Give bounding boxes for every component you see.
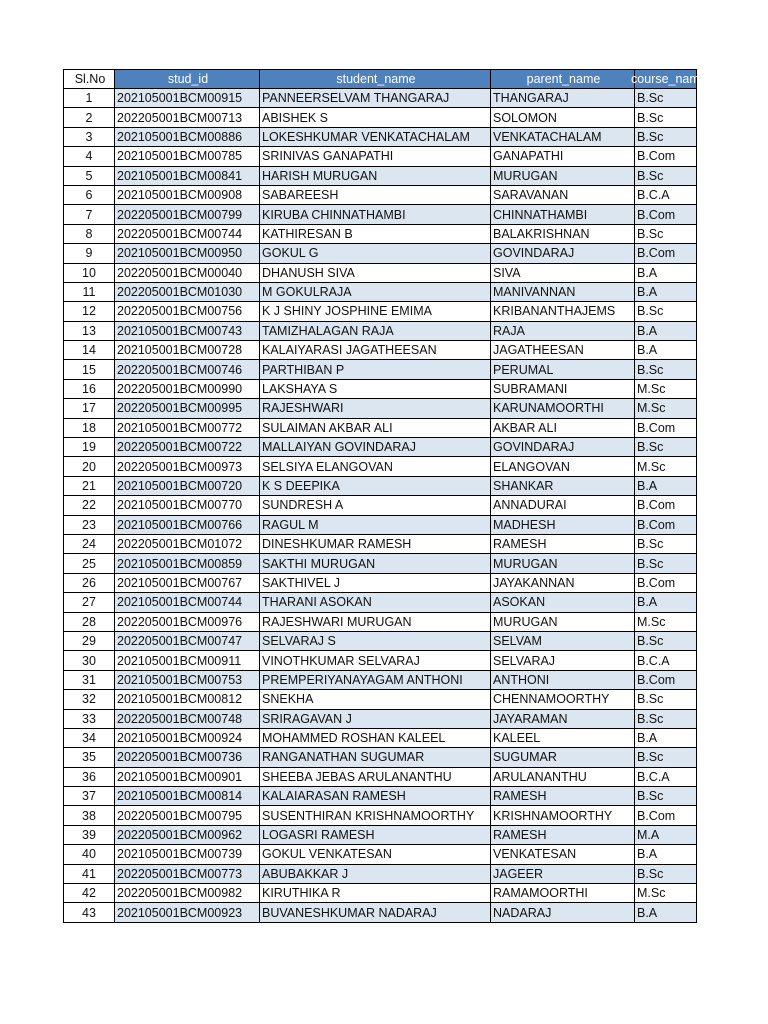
parent-name-cell: ANNADURAI [491,496,635,515]
stud-id-cell: 202105001BCM00720 [115,476,260,495]
stud-id-cell: 202105001BCM00886 [115,127,260,146]
table-row [64,806,697,825]
table-row [64,263,697,282]
parent-name-cell: GOVINDARAJ [491,438,635,457]
parent-name-cell: CHINNATHAMBI [491,205,635,224]
table-row [64,476,697,495]
table-row [64,825,697,844]
student-name-cell: SABAREESH [260,185,491,204]
sl-no-cell: 1 [64,89,115,108]
parent-name-cell: KRISHNAMOORTHY [491,806,635,825]
stud-id-cell: 202205001BCM00747 [115,631,260,650]
table-row [64,244,697,263]
table-row [64,185,697,204]
course-name-cell: B.A [635,903,697,922]
stud-id-cell: 202105001BCM00812 [115,690,260,709]
course-name-cell: M.Sc [635,399,697,418]
table-row [64,302,697,321]
header-row [64,70,697,89]
sl-no-cell: 5 [64,166,115,185]
stud-id-cell: 202205001BCM00040 [115,263,260,282]
parent-name-cell: THANGARAJ [491,89,635,108]
table-row [64,89,697,108]
course-name-cell: M.Sc [635,612,697,631]
student-name-cell: SAKTHI MURUGAN [260,554,491,573]
stud-id-cell: 202105001BCM00767 [115,573,260,592]
course-name-cell: B.Sc [635,748,697,767]
course-name-cell: B.A [635,593,697,612]
stud-id-cell: 202205001BCM00995 [115,399,260,418]
course-name-cell: B.Sc [635,554,697,573]
stud-id-cell: 202105001BCM00785 [115,147,260,166]
stud-id-cell: 202105001BCM00766 [115,515,260,534]
table-row [64,360,697,379]
table-row [64,399,697,418]
sl-no-cell: 13 [64,321,115,340]
student-name-cell: DINESHKUMAR RAMESH [260,534,491,553]
sl-no-cell: 14 [64,341,115,360]
table-row [64,631,697,650]
stud-id-cell: 202205001BCM00722 [115,438,260,457]
course-name-cell: B.Com [635,515,697,534]
column-header-course-name: course_name [635,70,697,89]
table-row [64,379,697,398]
student-name-cell: BUVANESHKUMAR NADARAJ [260,903,491,922]
student-name-cell: SAKTHIVEL J [260,573,491,592]
sl-no-cell: 25 [64,554,115,573]
sl-no-cell: 30 [64,651,115,670]
table-row [64,709,697,728]
stud-id-cell: 202105001BCM00923 [115,903,260,922]
parent-name-cell: PERUMAL [491,360,635,379]
student-name-cell: KALAIYARASI JAGATHEESAN [260,341,491,360]
stud-id-cell: 202205001BCM00962 [115,825,260,844]
sl-no-cell: 19 [64,438,115,457]
course-name-cell: B.Sc [635,534,697,553]
table-row [64,651,697,670]
student-name-cell: TAMIZHALAGAN RAJA [260,321,491,340]
parent-name-cell: ARULANANTHU [491,767,635,786]
student-name-cell: SELVARAJ S [260,631,491,650]
table-row [64,845,697,864]
table-row [64,438,697,457]
course-name-cell: B.A [635,728,697,747]
table-row [64,108,697,127]
course-name-cell: M.Sc [635,884,697,903]
parent-name-cell: MANIVANNAN [491,282,635,301]
course-name-cell: B.C.A [635,185,697,204]
student-name-cell: LAKSHAYA S [260,379,491,398]
parent-name-cell: RAMESH [491,787,635,806]
student-name-cell: PANNEERSELVAM THANGARAJ [260,89,491,108]
parent-name-cell: BALAKRISHNAN [491,224,635,243]
course-name-cell: B.Sc [635,690,697,709]
course-name-cell: B.Com [635,418,697,437]
parent-name-cell: AKBAR ALI [491,418,635,437]
sl-no-cell: 31 [64,670,115,689]
course-name-cell: B.Sc [635,108,697,127]
student-name-cell: ABUBAKKAR J [260,864,491,883]
student-name-cell: SUNDRESH A [260,496,491,515]
stud-id-cell: 202105001BCM00770 [115,496,260,515]
course-name-cell: M.Sc [635,379,697,398]
table-body [64,89,697,923]
sl-no-cell: 41 [64,864,115,883]
course-name-cell: B.Com [635,205,697,224]
table-row [64,748,697,767]
student-name-cell: RAGUL M [260,515,491,534]
parent-name-cell: RAMESH [491,825,635,844]
stud-id-cell: 202105001BCM00772 [115,418,260,437]
student-name-cell: LOKESHKUMAR VENKATACHALAM [260,127,491,146]
sl-no-cell: 7 [64,205,115,224]
parent-name-cell: JAYAKANNAN [491,573,635,592]
stud-id-cell: 202105001BCM00728 [115,341,260,360]
course-name-cell: B.Sc [635,864,697,883]
table-row [64,612,697,631]
course-name-cell: B.Sc [635,127,697,146]
parent-name-cell: KARUNAMOORTHI [491,399,635,418]
course-name-cell: B.A [635,341,697,360]
course-name-cell: B.Sc [635,631,697,650]
parent-name-cell: CHENNAMOORTHY [491,690,635,709]
student-name-cell: SNEKHA [260,690,491,709]
student-name-cell: VINOTHKUMAR SELVARAJ [260,651,491,670]
parent-name-cell: RAJA [491,321,635,340]
student-name-cell: SHEEBA JEBAS ARULANANTHU [260,767,491,786]
student-name-cell: PREMPERIYANAYAGAM ANTHONI [260,670,491,689]
stud-id-cell: 202205001BCM00748 [115,709,260,728]
stud-id-cell: 202205001BCM00973 [115,457,260,476]
student-name-cell: KATHIRESAN B [260,224,491,243]
sl-no-cell: 12 [64,302,115,321]
course-name-cell: B.Sc [635,166,697,185]
parent-name-cell: MURUGAN [491,554,635,573]
table-row [64,166,697,185]
student-name-cell: KIRUBA CHINNATHAMBI [260,205,491,224]
sl-no-cell: 28 [64,612,115,631]
sl-no-cell: 43 [64,903,115,922]
stud-id-cell: 202205001BCM00736 [115,748,260,767]
table-row [64,554,697,573]
stud-id-cell: 202205001BCM00713 [115,108,260,127]
parent-name-cell: KRIBANANTHAJEMS [491,302,635,321]
parent-name-cell: ANTHONI [491,670,635,689]
table-row [64,884,697,903]
sl-no-cell: 35 [64,748,115,767]
column-header-student-name: student_name [260,70,491,89]
course-name-cell: B.Com [635,573,697,592]
stud-id-cell: 202205001BCM00799 [115,205,260,224]
student-name-cell: MALLAIYAN GOVINDARAJ [260,438,491,457]
sl-no-cell: 27 [64,593,115,612]
course-name-cell: B.Sc [635,787,697,806]
column-header-stud-id: stud_id [115,70,260,89]
parent-name-cell: RAMAMOORTHI [491,884,635,903]
course-name-cell: B.Sc [635,438,697,457]
parent-name-cell: NADARAJ [491,903,635,922]
parent-name-cell: SOLOMON [491,108,635,127]
sl-no-cell: 36 [64,767,115,786]
stud-id-cell: 202205001BCM00976 [115,612,260,631]
parent-name-cell: RAMESH [491,534,635,553]
table-row [64,690,697,709]
parent-name-cell: KALEEL [491,728,635,747]
stud-id-cell: 202205001BCM00744 [115,224,260,243]
stud-id-cell: 202205001BCM00795 [115,806,260,825]
student-name-cell: LOGASRI RAMESH [260,825,491,844]
course-name-cell: B.Com [635,147,697,166]
parent-name-cell: MADHESH [491,515,635,534]
sl-no-cell: 33 [64,709,115,728]
parent-name-cell: MURUGAN [491,166,635,185]
stud-id-cell: 202205001BCM00756 [115,302,260,321]
sl-no-cell: 39 [64,825,115,844]
course-name-cell: B.A [635,263,697,282]
course-name-cell: B.Com [635,806,697,825]
sl-no-cell: 2 [64,108,115,127]
sl-no-cell: 42 [64,884,115,903]
table-row [64,534,697,553]
student-name-cell: SRIRAGAVAN J [260,709,491,728]
table-row [64,147,697,166]
table-row [64,341,697,360]
student-name-cell: M GOKULRAJA [260,282,491,301]
stud-id-cell: 202205001BCM00982 [115,884,260,903]
course-name-cell: B.Sc [635,360,697,379]
parent-name-cell: JAGATHEESAN [491,341,635,360]
table-row [64,787,697,806]
student-table-sheet [63,69,707,923]
student-name-cell: GOKUL G [260,244,491,263]
course-name-cell: B.A [635,476,697,495]
stud-id-cell: 202105001BCM00739 [115,845,260,864]
table-row [64,573,697,592]
stud-id-cell: 202205001BCM01072 [115,534,260,553]
course-name-cell: B.C.A [635,651,697,670]
parent-name-cell: SARAVANAN [491,185,635,204]
column-header-parent-name: parent_name [491,70,635,89]
parent-name-cell: SHANKAR [491,476,635,495]
course-name-cell: B.A [635,282,697,301]
stud-id-cell: 202105001BCM00743 [115,321,260,340]
sl-no-cell: 11 [64,282,115,301]
sl-no-cell: 8 [64,224,115,243]
sl-no-cell: 10 [64,263,115,282]
student-name-cell: HARISH MURUGAN [260,166,491,185]
stud-id-cell: 202105001BCM00950 [115,244,260,263]
table-row [64,864,697,883]
student-name-cell: SUSENTHIRAN KRISHNAMOORTHY [260,806,491,825]
sl-no-cell: 20 [64,457,115,476]
parent-name-cell: SIVA [491,263,635,282]
sl-no-cell: 37 [64,787,115,806]
sl-no-cell: 16 [64,379,115,398]
table-row [64,127,697,146]
stud-id-cell: 202105001BCM00859 [115,554,260,573]
table-row [64,903,697,922]
student-name-cell: SRINIVAS GANAPATHI [260,147,491,166]
stud-id-cell: 202105001BCM00911 [115,651,260,670]
sl-no-cell: 9 [64,244,115,263]
table-row [64,418,697,437]
stud-id-cell: 202105001BCM00753 [115,670,260,689]
sl-no-cell: 29 [64,631,115,650]
course-name-cell: M.Sc [635,457,697,476]
stud-id-cell: 202105001BCM00814 [115,787,260,806]
student-name-cell: RAJESHWARI [260,399,491,418]
parent-name-cell: MURUGAN [491,612,635,631]
stud-id-cell: 202105001BCM00915 [115,89,260,108]
sl-no-cell: 18 [64,418,115,437]
parent-name-cell: GANAPATHI [491,147,635,166]
student-table [63,69,707,923]
student-name-cell: K J SHINY JOSPHINE EMIMA [260,302,491,321]
stud-id-cell: 202105001BCM00901 [115,767,260,786]
sl-no-cell: 21 [64,476,115,495]
course-name-cell: B.C.A [635,767,697,786]
parent-name-cell: SUBRAMANI [491,379,635,398]
table-row [64,496,697,515]
column-header-sl-no: Sl.No [64,70,115,89]
student-name-cell: K S DEEPIKA [260,476,491,495]
student-name-cell: THARANI ASOKAN [260,593,491,612]
stud-id-cell: 202105001BCM00924 [115,728,260,747]
student-name-cell: RANGANATHAN SUGUMAR [260,748,491,767]
parent-name-cell: GOVINDARAJ [491,244,635,263]
student-name-cell: MOHAMMED ROSHAN KALEEL [260,728,491,747]
parent-name-cell: JAGEER [491,864,635,883]
parent-name-cell: VENKATESAN [491,845,635,864]
sl-no-cell: 23 [64,515,115,534]
course-name-cell: B.Sc [635,709,697,728]
sl-no-cell: 17 [64,399,115,418]
course-name-cell: B.Com [635,496,697,515]
student-name-cell: SULAIMAN AKBAR ALI [260,418,491,437]
parent-name-cell: SELVARAJ [491,651,635,670]
sl-no-cell: 38 [64,806,115,825]
course-name-cell: B.Sc [635,224,697,243]
sl-no-cell: 15 [64,360,115,379]
table-row [64,205,697,224]
sl-no-cell: 3 [64,127,115,146]
course-name-cell: B.Com [635,244,697,263]
stud-id-cell: 202105001BCM00841 [115,166,260,185]
student-name-cell: DHANUSH SIVA [260,263,491,282]
sl-no-cell: 40 [64,845,115,864]
stud-id-cell: 202205001BCM00773 [115,864,260,883]
table-row [64,321,697,340]
parent-name-cell: SELVAM [491,631,635,650]
parent-name-cell: SUGUMAR [491,748,635,767]
student-name-cell: KALAIARASAN RAMESH [260,787,491,806]
sl-no-cell: 34 [64,728,115,747]
course-name-cell: B.A [635,845,697,864]
table-row [64,224,697,243]
sl-no-cell: 32 [64,690,115,709]
course-name-cell: M.A [635,825,697,844]
stud-id-cell: 202205001BCM00990 [115,379,260,398]
student-name-cell: ABISHEK S [260,108,491,127]
stud-id-cell: 202205001BCM00746 [115,360,260,379]
student-name-cell: GOKUL VENKATESAN [260,845,491,864]
stud-id-cell: 202105001BCM00908 [115,185,260,204]
parent-name-cell: JAYARAMAN [491,709,635,728]
table-row [64,593,697,612]
sl-no-cell: 4 [64,147,115,166]
table-row [64,282,697,301]
stud-id-cell: 202205001BCM01030 [115,282,260,301]
sl-no-cell: 6 [64,185,115,204]
student-name-cell: PARTHIBAN P [260,360,491,379]
course-name-cell: B.Sc [635,302,697,321]
course-name-cell: B.Sc [635,89,697,108]
parent-name-cell: VENKATACHALAM [491,127,635,146]
student-name-cell: RAJESHWARI MURUGAN [260,612,491,631]
sl-no-cell: 24 [64,534,115,553]
parent-name-cell: ELANGOVAN [491,457,635,476]
student-name-cell: SELSIYA ELANGOVAN [260,457,491,476]
sl-no-cell: 26 [64,573,115,592]
student-name-cell: KIRUTHIKA R [260,884,491,903]
course-name-cell: B.Com [635,670,697,689]
course-name-cell: B.A [635,321,697,340]
stud-id-cell: 202105001BCM00744 [115,593,260,612]
table-row [64,767,697,786]
table-row [64,728,697,747]
table-row [64,457,697,476]
sl-no-cell: 22 [64,496,115,515]
table-row [64,670,697,689]
parent-name-cell: ASOKAN [491,593,635,612]
table-row [64,515,697,534]
